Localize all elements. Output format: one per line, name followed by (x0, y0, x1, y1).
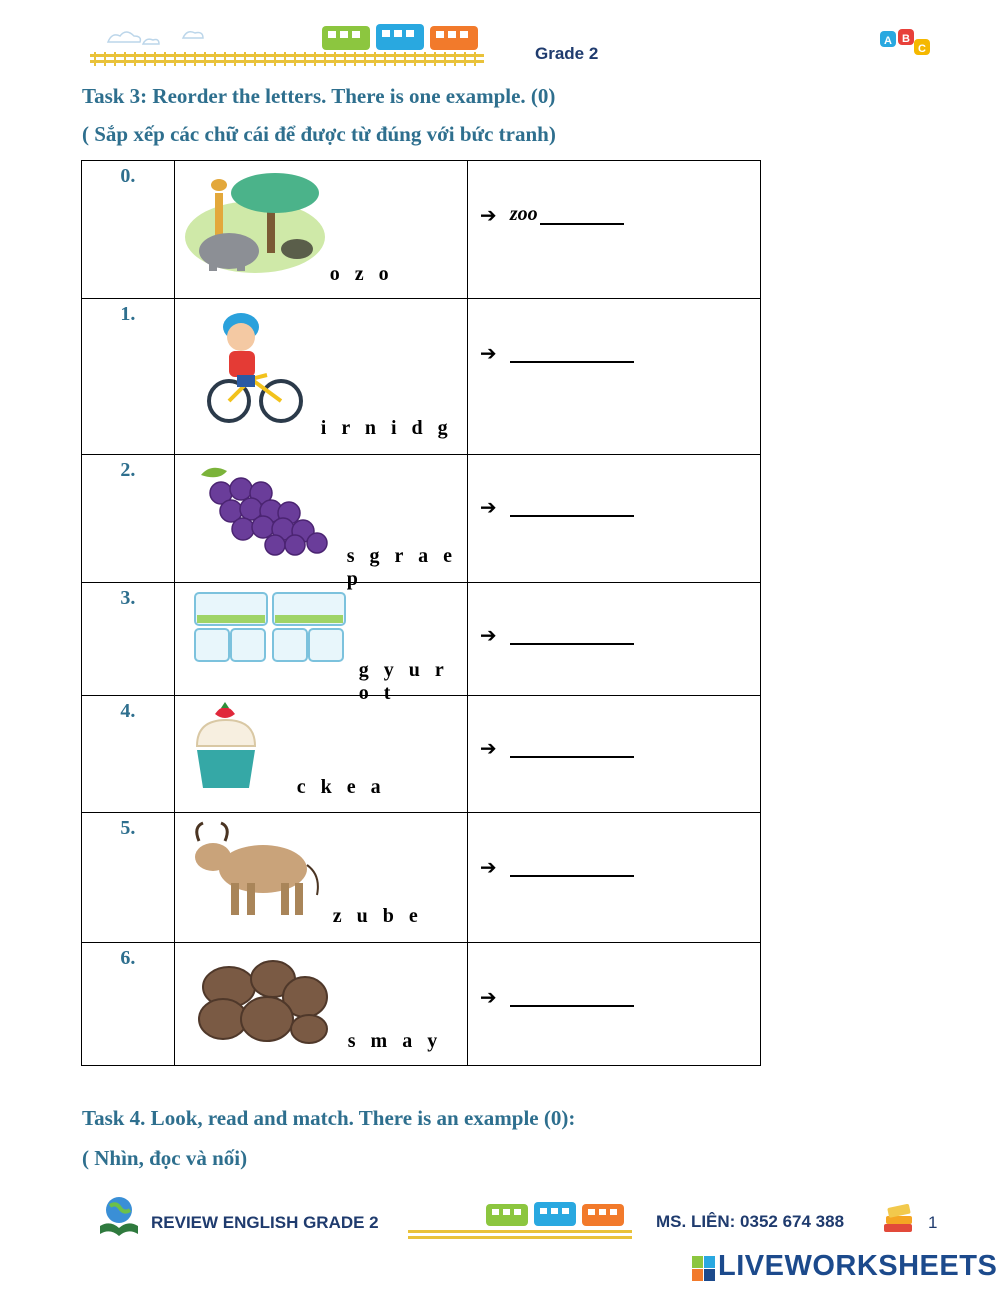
answer-line (510, 643, 634, 645)
reorder-table (81, 160, 761, 1066)
svg-text:A: A (884, 35, 892, 47)
answer-line (510, 756, 634, 758)
table-row (82, 161, 761, 299)
table-row (82, 455, 761, 583)
answer-line (510, 875, 634, 877)
row-number: 5. (120, 817, 136, 839)
task3-title: Task 3: Reorder the letters. There is one example. (0) (82, 84, 556, 108)
scrambled-letters: s m a y (347, 1030, 443, 1052)
svg-text:B: B (902, 33, 910, 45)
arrow-icon: ➔ (479, 623, 497, 647)
books-icon (880, 1202, 916, 1236)
row-number: 1. (120, 303, 136, 325)
svg-text:C: C (918, 43, 926, 55)
zebu-ox-image (185, 817, 325, 921)
scrambled-letters: c k e a (296, 776, 386, 798)
arrow-icon: ➔ (479, 855, 497, 879)
task4-title: Task 4. Look, read and match. There is an example (0): (82, 1106, 576, 1130)
arrow-icon: ➔ (479, 495, 497, 519)
table-row (82, 696, 761, 813)
answer-line (510, 361, 634, 363)
row-number: 4. (120, 700, 136, 722)
scrambled-letters: i r n i d g (320, 417, 453, 439)
footer-title: REVIEW ENGLISH GRADE 2 (151, 1213, 379, 1232)
answer-line (510, 1005, 634, 1007)
row-number: 0. (120, 165, 136, 187)
abc-blocks-icon (878, 27, 934, 63)
table-row (82, 943, 761, 1066)
teacher-contact: MS. LIÊN: 0352 674 388 (656, 1212, 845, 1231)
task3-subtitle: ( Sắp xếp các chữ cái để được từ đúng với bức tranh) (82, 122, 556, 146)
arrow-icon: ➔ (479, 203, 497, 227)
arrow-icon: ➔ (479, 985, 497, 1009)
footer-train-banner (406, 1202, 634, 1242)
answer-line (510, 515, 634, 517)
zoo-image (185, 167, 325, 273)
scrambled-letters: z u b e (332, 905, 423, 927)
scrambled-letters: g y u r o t (358, 659, 449, 704)
train-banner (88, 20, 488, 68)
taro-image (193, 957, 333, 1047)
table-row (82, 583, 761, 696)
row-number: 6. (120, 947, 136, 969)
arrow-icon: ➔ (479, 736, 497, 760)
table-row (82, 813, 761, 943)
page-number: 1 (928, 1213, 938, 1232)
arrow-icon: ➔ (479, 341, 497, 365)
scrambled-letters: o z o (329, 263, 394, 285)
globe-book-icon (98, 1194, 140, 1236)
liveworksheets-logo-icon (692, 1256, 716, 1282)
liveworksheets-brand: LIVEWORKSHEETS (718, 1250, 998, 1282)
example-answer: zoo (509, 203, 538, 225)
scrambled-letters: s g r a e p (346, 545, 457, 590)
answer-line (540, 223, 624, 225)
row-number: 2. (120, 459, 136, 481)
grapes-image (191, 463, 333, 557)
task4-subtitle: ( Nhìn, đọc và nối) (82, 1146, 248, 1170)
table-row (82, 299, 761, 455)
yogurt-image (193, 589, 349, 665)
grade-label: Grade 2 (535, 44, 599, 63)
row-number: 3. (120, 587, 136, 609)
cupcake-image (191, 700, 261, 792)
bike-rider-image (207, 305, 303, 425)
